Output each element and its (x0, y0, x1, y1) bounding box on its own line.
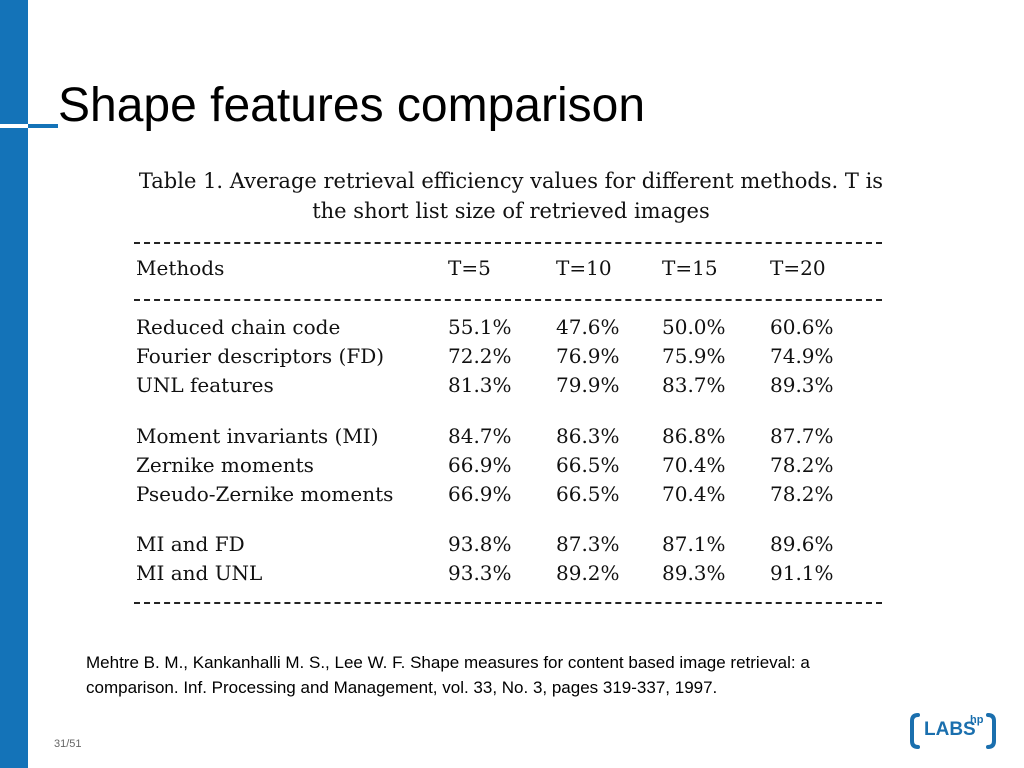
table-row (130, 313, 890, 341)
logo-superscript: hp (970, 714, 984, 726)
row-value-t15: 75.9% (662, 344, 726, 368)
row-value-t10: 66.5% (556, 453, 620, 477)
table-figure (130, 162, 890, 614)
row-value-t10: 76.9% (556, 344, 620, 368)
row-value-t20: 89.6% (770, 532, 834, 556)
row-value-t20: 78.2% (770, 482, 834, 506)
table-row (130, 422, 890, 450)
row-method: Moment invariants (MI) (136, 424, 379, 448)
row-value-t10: 79.9% (556, 373, 620, 397)
row-value-t5: 72.2% (448, 344, 512, 368)
row-value-t5: 93.8% (448, 532, 512, 556)
table-top-rule (134, 242, 882, 244)
side-accent-bar (0, 0, 28, 768)
row-value-t15: 70.4% (662, 453, 726, 477)
table-row (130, 451, 890, 479)
row-value-t15: 87.1% (662, 532, 726, 556)
header-t10: T=10 (556, 256, 612, 280)
table-caption-line-2: the short list size of retrieved images (312, 199, 710, 223)
logo-text: LABS (924, 719, 976, 740)
row-value-t5: 81.3% (448, 373, 512, 397)
table-row (130, 530, 890, 558)
citation-line-1: Mehtre B. M., Kankanhalli M. S., Lee W. F. Shape measures for content based image retrieval: a (86, 653, 810, 672)
table-caption (136, 166, 886, 226)
header-t15: T=15 (662, 256, 718, 280)
row-value-t20: 60.6% (770, 315, 834, 339)
table-row (130, 480, 890, 508)
row-method: Reduced chain code (136, 315, 341, 339)
table-row (130, 342, 890, 370)
table-header-row (130, 254, 890, 282)
row-value-t15: 83.7% (662, 373, 726, 397)
row-method: UNL features (136, 373, 274, 397)
citation (86, 650, 946, 700)
slide-title: Shape features comparison (58, 79, 646, 132)
row-value-t10: 87.3% (556, 532, 620, 556)
title-accent-tick (28, 124, 58, 128)
side-bar-divider (0, 124, 28, 128)
row-value-t20: 78.2% (770, 453, 834, 477)
row-method: Fourier descriptors (FD) (136, 344, 385, 368)
row-value-t10: 47.6% (556, 315, 620, 339)
row-value-t5: 55.1% (448, 315, 512, 339)
table-row (130, 371, 890, 399)
row-value-t5: 84.7% (448, 424, 512, 448)
table-bottom-rule (134, 602, 882, 604)
page-number: 31/51 (54, 738, 82, 750)
row-value-t20: 87.7% (770, 424, 834, 448)
row-value-t20: 91.1% (770, 561, 834, 585)
row-method: Pseudo-Zernike moments (136, 482, 394, 506)
header-methods: Methods (136, 256, 225, 280)
table-row (130, 559, 890, 587)
table-header-rule (134, 299, 882, 301)
row-value-t15: 50.0% (662, 315, 726, 339)
row-value-t15: 89.3% (662, 561, 726, 585)
row-value-t5: 93.3% (448, 561, 512, 585)
row-value-t5: 66.9% (448, 482, 512, 506)
header-t20: T=20 (770, 256, 826, 280)
row-value-t20: 74.9% (770, 344, 834, 368)
row-value-t10: 86.3% (556, 424, 620, 448)
row-value-t15: 86.8% (662, 424, 726, 448)
row-method: Zernike moments (136, 453, 314, 477)
row-value-t10: 66.5% (556, 482, 620, 506)
header-t5: T=5 (448, 256, 491, 280)
hp-labs-logo (908, 712, 998, 750)
row-value-t5: 66.9% (448, 453, 512, 477)
row-method: MI and FD (136, 532, 245, 556)
table-caption-line-1: Table 1. Average retrieval efficiency values for different methods. T is (138, 169, 884, 193)
row-value-t15: 70.4% (662, 482, 726, 506)
row-value-t20: 89.3% (770, 373, 834, 397)
citation-line-2: comparison. Inf. Processing and Management, vol. 33, No. 3, pages 319-337, 1997. (86, 678, 718, 697)
row-value-t10: 89.2% (556, 561, 620, 585)
row-method: MI and UNL (136, 561, 263, 585)
